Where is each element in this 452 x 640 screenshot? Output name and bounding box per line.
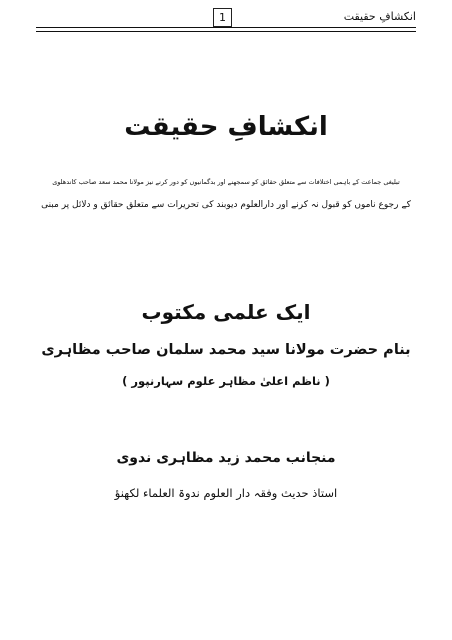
- addressee-designation: ( ناظم اعلیٰ مظاہر علوم سہارنپور ): [122, 374, 330, 388]
- header-rule-thick: [36, 27, 416, 28]
- intro-line-2: کے رجوع ناموں کو قبول نہ کرنے اور دارالعلوم دیوبند کی تحریرات سے متعلق حقائق و دلائل پر مبنی: [41, 200, 411, 210]
- header-rule-thin: [36, 31, 416, 32]
- author-designation: استاذ حدیث وفقہ دار العلوم ندوۃ العلماء لکھنؤ: [114, 486, 338, 500]
- intro-line-1: تبلیغی جماعت کے باہمی اختلافات سے متعلق حقائق کو سمجھنے اور بدگمانیوں کو دور کرنے نیز مولانا محمد سعد صاحب کاندھلوی: [52, 178, 400, 186]
- running-header-title: انکشافِ حقیقت: [343, 10, 416, 23]
- author-name: منجانب محمد زید مظاہری ندوی: [116, 450, 336, 466]
- book-title: انکشافِ حقیقت: [124, 112, 328, 142]
- letter-heading: ایک علمی مکتوب: [141, 300, 311, 324]
- page-number: 1: [213, 8, 232, 27]
- addressee-line: بنام حضرت مولانا سید محمد سلمان صاحب مظاہری: [41, 342, 411, 358]
